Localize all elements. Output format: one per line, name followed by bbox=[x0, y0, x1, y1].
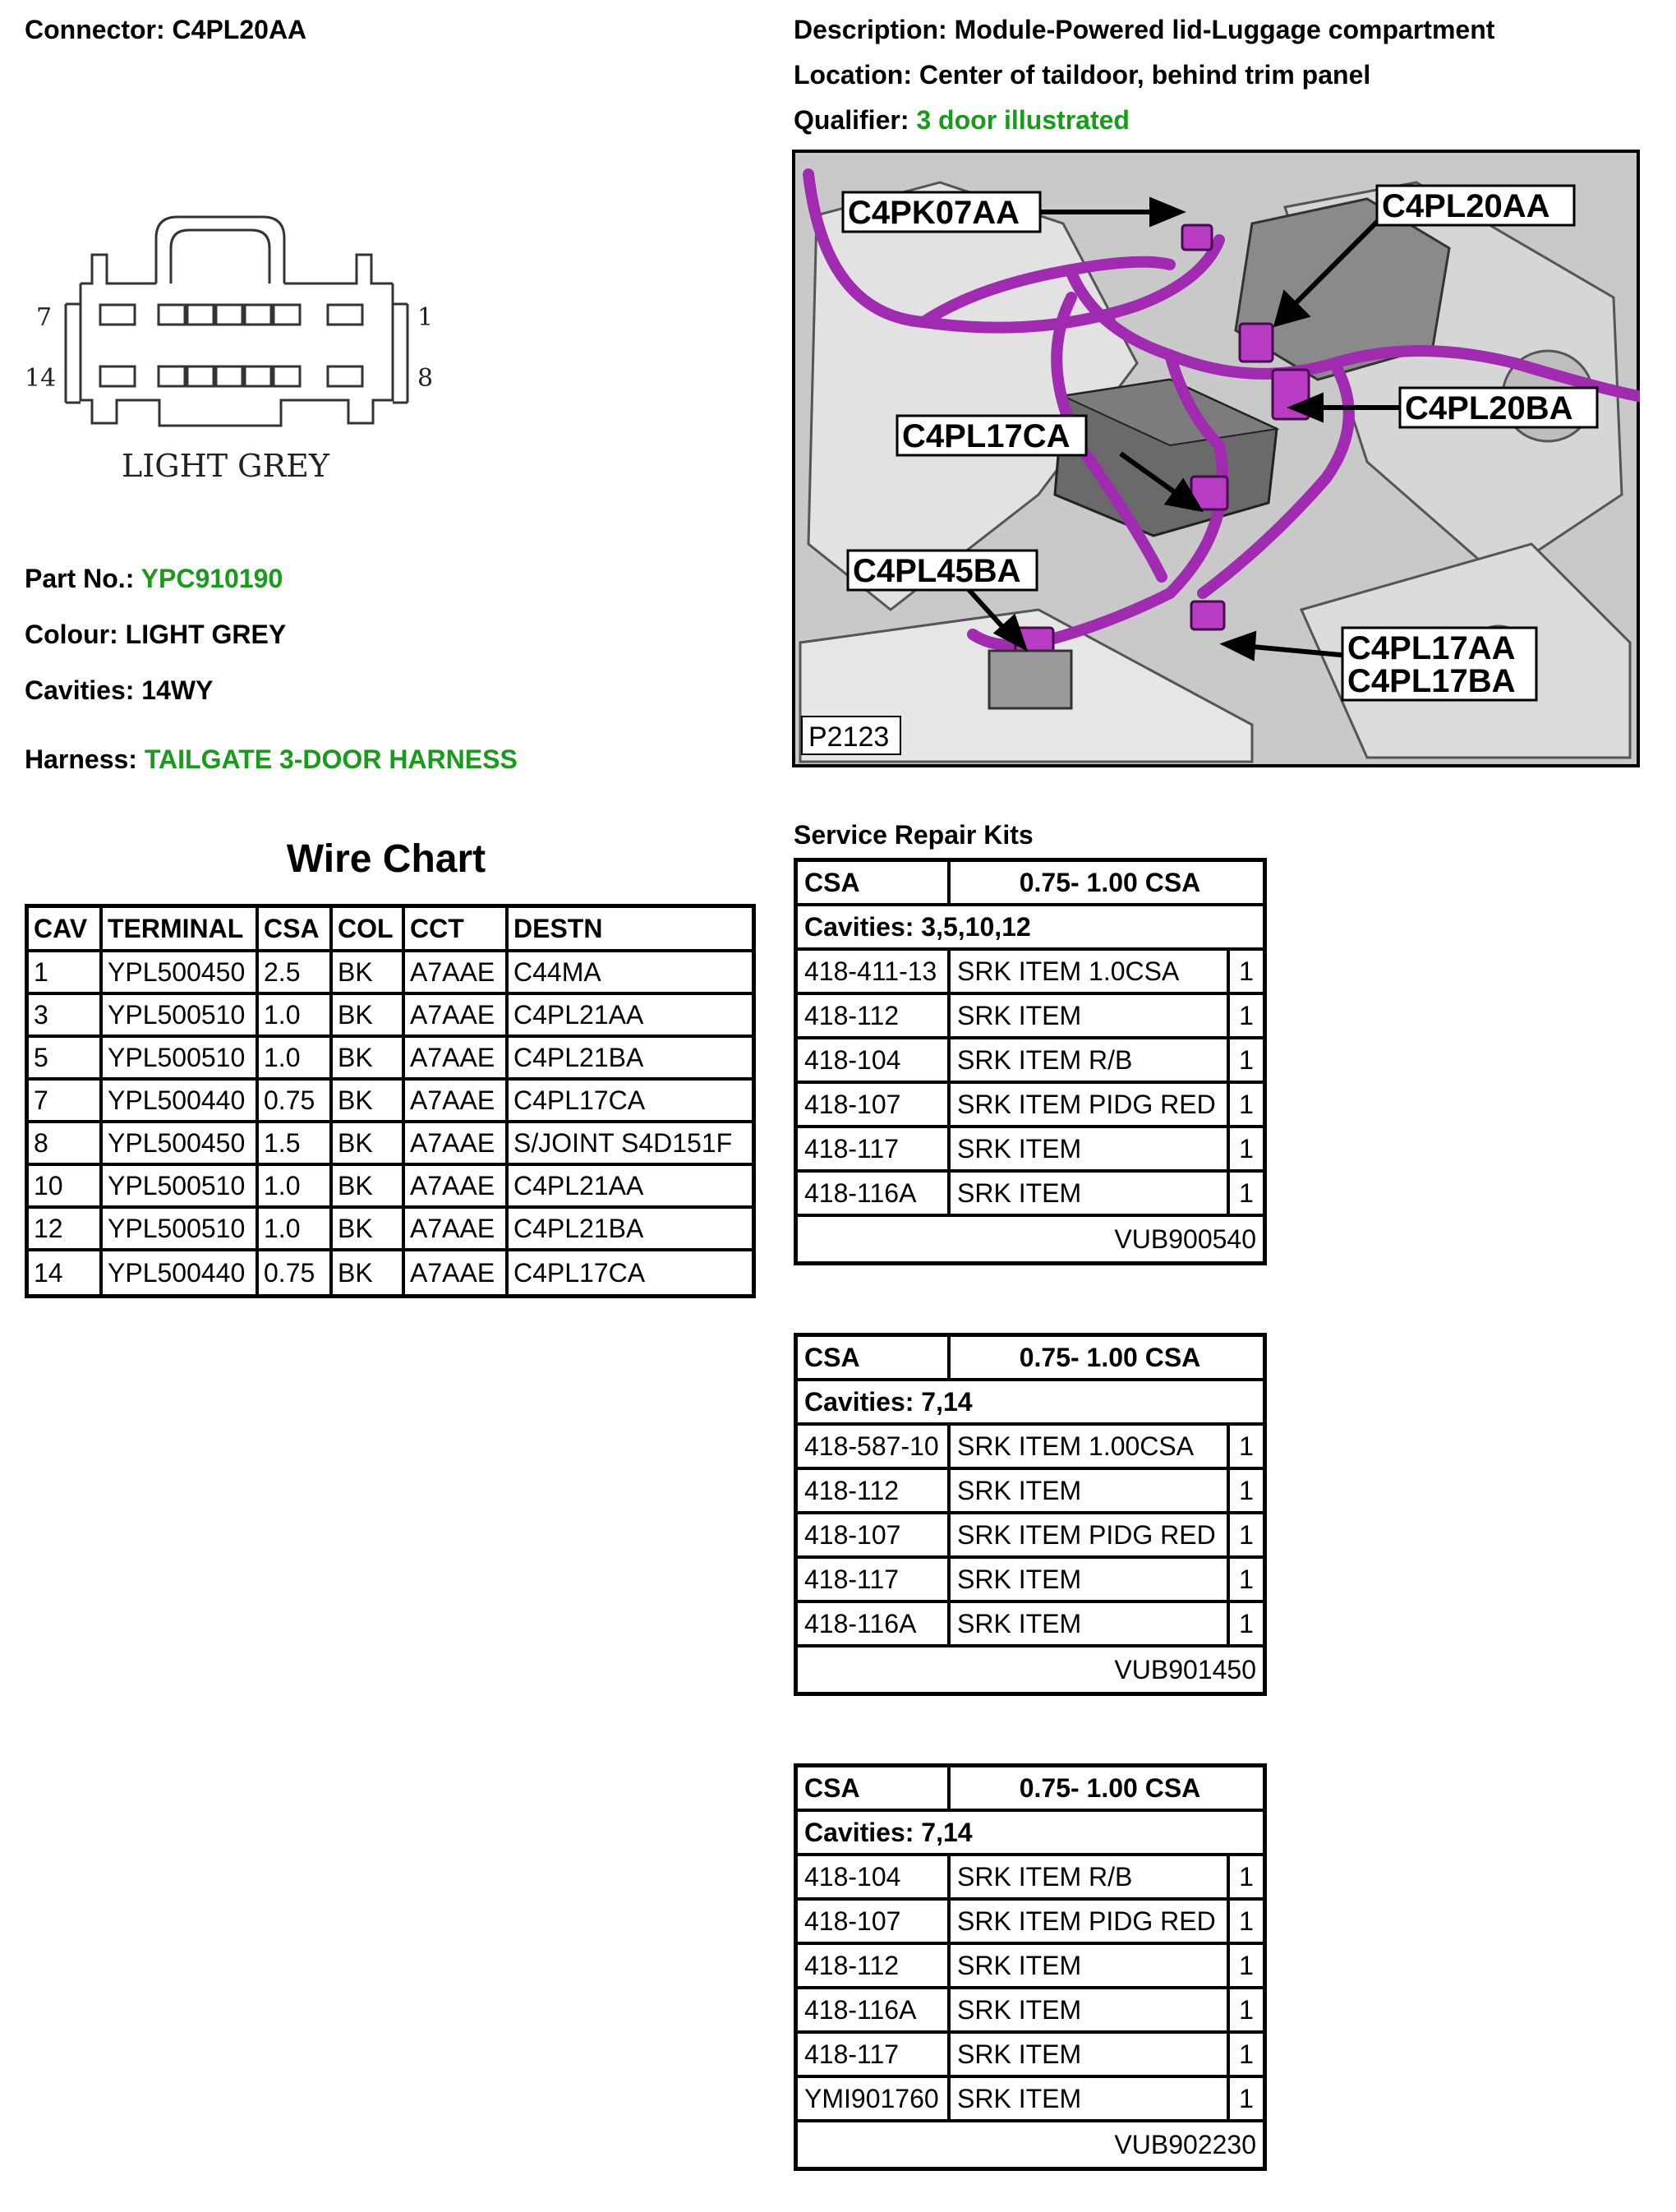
cell-destn: C4PL21BA bbox=[509, 1209, 752, 1251]
srk-item-row bbox=[798, 1945, 1263, 1989]
srk-kit-table bbox=[794, 1333, 1267, 1696]
srk-csa-label: CSA bbox=[798, 1337, 951, 1378]
srk-item-qty: 1 bbox=[1239, 1861, 1254, 1892]
srk-item-qty: 1 bbox=[1239, 1089, 1254, 1119]
cell-col: BK bbox=[333, 1251, 405, 1294]
srk-kit-code: VUB901450 bbox=[1114, 1654, 1256, 1684]
callout-c4pl20ba: C4PL20BA bbox=[1405, 390, 1573, 426]
srk-csa-label: CSA bbox=[798, 862, 951, 903]
cell-cav: 3 bbox=[29, 995, 103, 1038]
cell-cav: 1 bbox=[29, 952, 103, 995]
cell-terminal: YPL500510 bbox=[103, 1209, 259, 1251]
cell-terminal: YPL500440 bbox=[103, 1251, 259, 1294]
srk-item-qty: 1 bbox=[1239, 1044, 1254, 1075]
srk-part-number: 418-411-13 bbox=[798, 951, 951, 992]
srk-item-qty: 1 bbox=[1239, 1994, 1254, 2025]
cell-destn: C4PL21AA bbox=[509, 995, 752, 1038]
srk-item-description: SRK ITEM bbox=[951, 1945, 1230, 1986]
srk-kit-code: VUB900540 bbox=[1114, 1224, 1256, 1254]
srk-csa-value: 0.75- 1.00 CSA bbox=[1019, 1342, 1201, 1372]
srk-item-description: SRK ITEM bbox=[951, 995, 1230, 1036]
cell-destn: C4PL21BA bbox=[509, 1038, 752, 1081]
qualifier-line bbox=[794, 104, 1130, 136]
cavities-line bbox=[25, 674, 213, 707]
srk-item-row bbox=[798, 2034, 1263, 2078]
table-row bbox=[29, 952, 752, 995]
cell-cct: A7AAE bbox=[405, 952, 509, 995]
wire-chart-title: Wire Chart bbox=[286, 837, 486, 881]
cell-csa: 0.75 bbox=[259, 1081, 333, 1123]
srk-item-description: SRK ITEM 1.00CSA bbox=[951, 1426, 1230, 1467]
cell-cav: 8 bbox=[29, 1123, 103, 1166]
srk-item-qty: 1 bbox=[1239, 1133, 1254, 1164]
srk-item-description: SRK ITEM bbox=[951, 1470, 1230, 1511]
location-line bbox=[794, 58, 1370, 91]
srk-item-qty: 1 bbox=[1239, 956, 1254, 986]
srk-csa-value: 0.75- 1.00 CSA bbox=[1019, 867, 1201, 897]
wire-chart-table bbox=[25, 904, 756, 1298]
cell-cav: 12 bbox=[29, 1209, 103, 1251]
cell-csa: 1.0 bbox=[259, 995, 333, 1038]
callout-c4pl17ca: C4PL17CA bbox=[902, 418, 1071, 454]
col-header-cav: CAV bbox=[29, 908, 103, 952]
srk-item-row bbox=[798, 1470, 1263, 1514]
col-header-col: COL bbox=[333, 908, 405, 952]
srk-kit-table bbox=[794, 1763, 1267, 2171]
cell-terminal: YPL500510 bbox=[103, 1166, 259, 1209]
srk-item-qty: 1 bbox=[1239, 1519, 1254, 1550]
qualifier-label: Qualifier: bbox=[794, 105, 909, 135]
cell-destn: C4PL17CA bbox=[513, 1257, 646, 1288]
srk-part-number: 418-104 bbox=[798, 1856, 951, 1897]
cell-terminal: YPL500450 bbox=[103, 952, 259, 995]
srk-csa-value: 0.75- 1.00 CSA bbox=[1019, 1772, 1201, 1803]
srk-item-description: SRK ITEM bbox=[951, 1989, 1230, 2030]
cell-cav: 7 bbox=[29, 1081, 103, 1123]
srk-item-description: SRK ITEM R/B bbox=[951, 1856, 1230, 1897]
col-header-cct: CCT bbox=[405, 908, 509, 952]
srk-cavities-row bbox=[798, 1381, 1263, 1426]
table-row bbox=[29, 1251, 752, 1294]
srk-item-qty: 1 bbox=[1239, 1950, 1254, 1980]
srk-item-row bbox=[798, 1559, 1263, 1603]
cell-col: BK bbox=[333, 1209, 405, 1251]
srk-item-row bbox=[798, 1084, 1263, 1128]
srk-item-description: SRK ITEM PIDG RED bbox=[951, 1901, 1230, 1942]
cell-cct: A7AAE bbox=[405, 1209, 509, 1251]
cell-csa: 1.5 bbox=[259, 1123, 333, 1166]
srk-cavities: Cavities: 7,14 bbox=[804, 1817, 973, 1847]
srk-cavities-row bbox=[798, 906, 1263, 951]
srk-item-row bbox=[798, 1173, 1263, 1217]
srk-item-description: SRK ITEM PIDG RED bbox=[951, 1084, 1230, 1125]
srk-part-number: 418-117 bbox=[798, 2034, 951, 2075]
srk-kit-table bbox=[794, 858, 1267, 1265]
srk-part-number: 418-107 bbox=[798, 1514, 951, 1555]
srk-item-qty: 1 bbox=[1239, 2083, 1254, 2113]
srk-title: Service Repair Kits bbox=[794, 820, 1034, 850]
pin-label-bottom-right: 8 bbox=[417, 364, 434, 393]
colour-line bbox=[25, 618, 286, 651]
description-line bbox=[794, 13, 1494, 46]
srk-part-number: 418-107 bbox=[798, 1084, 951, 1125]
cell-csa: 2.5 bbox=[259, 952, 333, 995]
srk-part-number: 418-116A bbox=[798, 1603, 951, 1644]
figure-id: P2123 bbox=[808, 721, 890, 753]
pin-label-top-right: 1 bbox=[417, 303, 434, 332]
harness-value: TAILGATE 3-DOOR HARNESS bbox=[144, 744, 518, 774]
col-header-csa: CSA bbox=[259, 908, 333, 952]
cell-col: BK bbox=[333, 1123, 405, 1166]
part-no-value: YPC910190 bbox=[140, 564, 283, 593]
cell-csa: 1.0 bbox=[259, 1038, 333, 1081]
srk-cavities-row bbox=[798, 1812, 1263, 1856]
srk-item-row bbox=[798, 2078, 1263, 2122]
cell-col: BK bbox=[333, 1038, 405, 1081]
connector-face-diagram bbox=[25, 205, 452, 493]
table-row bbox=[29, 1038, 752, 1081]
srk-item-description: SRK ITEM PIDG RED bbox=[951, 1514, 1230, 1555]
srk-part-number: YMI901760 bbox=[798, 2078, 951, 2119]
cavities-value: 14WY bbox=[141, 675, 214, 705]
col-header-terminal: TERMINAL bbox=[103, 908, 259, 952]
part-no-label: Part No.: bbox=[25, 564, 135, 593]
srk-item-description: SRK ITEM 1.0CSA bbox=[951, 951, 1230, 992]
srk-kit-code-row bbox=[798, 1647, 1263, 1692]
srk-csa-row bbox=[798, 862, 1263, 906]
srk-part-number: 418-107 bbox=[798, 1901, 951, 1942]
srk-item-description: SRK ITEM bbox=[951, 2034, 1230, 2075]
cell-col: BK bbox=[333, 1081, 405, 1123]
srk-csa-row bbox=[798, 1337, 1263, 1381]
srk-part-number: 418-112 bbox=[798, 1945, 951, 1986]
col-header-destn: DESTN bbox=[509, 908, 752, 952]
callout-c4pk07aa: C4PK07AA bbox=[848, 195, 1020, 231]
srk-item-description: SRK ITEM bbox=[951, 1173, 1230, 1214]
srk-item-row bbox=[798, 1128, 1263, 1173]
srk-item-qty: 1 bbox=[1239, 1475, 1254, 1505]
table-row bbox=[29, 1209, 752, 1251]
srk-item-description: SRK ITEM bbox=[951, 1128, 1230, 1169]
cell-destn: C44MA bbox=[509, 952, 752, 995]
srk-item-row bbox=[798, 1039, 1263, 1084]
location-value: Center of taildoor, behind trim panel bbox=[919, 60, 1371, 90]
srk-item-row bbox=[798, 1901, 1263, 1945]
cell-terminal: YPL500450 bbox=[103, 1123, 259, 1166]
pin-label-top-left: 7 bbox=[36, 303, 53, 332]
srk-item-qty: 1 bbox=[1239, 1000, 1254, 1030]
srk-item-row bbox=[798, 1856, 1263, 1901]
cell-cav: 5 bbox=[29, 1038, 103, 1081]
qualifier-value: 3 door illustrated bbox=[916, 105, 1130, 135]
srk-kit-code: VUB902230 bbox=[1114, 2129, 1256, 2159]
cell-cct: A7AAE bbox=[405, 1038, 509, 1081]
srk-item-qty: 1 bbox=[1239, 1564, 1254, 1594]
colour-value: LIGHT GREY bbox=[125, 620, 287, 649]
cell-terminal: YPL500510 bbox=[103, 995, 259, 1038]
description-value: Module-Powered lid-Luggage compartment bbox=[954, 15, 1495, 44]
cell-terminal: YPL500510 bbox=[103, 1038, 259, 1081]
cell-destn: S/JOINT S4D151F bbox=[509, 1123, 752, 1166]
srk-part-number: 418-116A bbox=[798, 1989, 951, 2030]
srk-item-row bbox=[798, 995, 1263, 1039]
cell-terminal: YPL500440 bbox=[103, 1081, 259, 1123]
srk-item-description: SRK ITEM bbox=[951, 2078, 1230, 2119]
connector-location-photo bbox=[792, 150, 1640, 767]
cell-csa: 1.0 bbox=[259, 1166, 333, 1209]
srk-item-description: SRK ITEM bbox=[951, 1603, 1230, 1644]
srk-item-row bbox=[798, 951, 1263, 995]
connector-line bbox=[25, 13, 306, 46]
srk-part-number: 418-112 bbox=[798, 995, 951, 1036]
srk-part-number: 418-117 bbox=[798, 1128, 951, 1169]
srk-item-qty: 1 bbox=[1239, 2039, 1254, 2069]
table-row bbox=[29, 1166, 752, 1209]
srk-item-row bbox=[798, 1603, 1263, 1647]
table-row bbox=[29, 1123, 752, 1166]
srk-part-number: 418-587-10 bbox=[798, 1426, 951, 1467]
srk-kit-code-row bbox=[798, 1217, 1263, 1261]
cell-col: BK bbox=[333, 1166, 405, 1209]
srk-part-number: 418-116A bbox=[798, 1173, 951, 1214]
srk-item-description: SRK ITEM R/B bbox=[951, 1039, 1230, 1081]
harness-label: Harness: bbox=[25, 744, 137, 774]
srk-cavities: Cavities: 3,5,10,12 bbox=[804, 911, 1031, 942]
cell-cav: 10 bbox=[29, 1166, 103, 1209]
cell-cct: A7AAE bbox=[405, 1081, 509, 1123]
harness-line bbox=[25, 743, 518, 776]
cavity-grid bbox=[100, 305, 362, 386]
description-label: Description: bbox=[794, 15, 947, 44]
cell-csa: 0.75 bbox=[259, 1251, 333, 1294]
colour-label: Colour: bbox=[25, 620, 118, 649]
srk-item-qty: 1 bbox=[1239, 1431, 1254, 1461]
cell-cct: A7AAE bbox=[405, 995, 509, 1038]
srk-item-qty: 1 bbox=[1239, 1906, 1254, 1936]
callout-c4pl20aa: C4PL20AA bbox=[1382, 188, 1550, 224]
srk-part-number: 418-117 bbox=[798, 1559, 951, 1600]
connector-value: C4PL20AA bbox=[172, 15, 307, 44]
srk-item-qty: 1 bbox=[1239, 1608, 1254, 1638]
cell-cav: 14 bbox=[29, 1251, 103, 1294]
cell-destn: C4PL17CA bbox=[509, 1081, 752, 1123]
pin-label-bottom-left: 14 bbox=[25, 364, 57, 393]
srk-item-qty: 1 bbox=[1239, 1177, 1254, 1208]
cell-cct: A7AAE bbox=[405, 1123, 509, 1166]
srk-item-description: SRK ITEM bbox=[951, 1559, 1230, 1600]
srk-part-number: 418-104 bbox=[798, 1039, 951, 1081]
srk-csa-row bbox=[798, 1767, 1263, 1812]
table-row bbox=[29, 995, 752, 1038]
cell-cct: A7AAE bbox=[405, 1166, 509, 1209]
wire-chart-header-row bbox=[29, 908, 752, 952]
connector-label: Connector: bbox=[25, 15, 165, 44]
srk-part-number: 418-112 bbox=[798, 1470, 951, 1511]
part-no-line bbox=[25, 562, 283, 595]
srk-item-row bbox=[798, 1514, 1263, 1559]
location-label: Location: bbox=[794, 60, 912, 90]
srk-item-row bbox=[798, 1426, 1263, 1470]
callout-c4pl45ba: C4PL45BA bbox=[853, 553, 1021, 589]
srk-cavities: Cavities: 7,14 bbox=[804, 1386, 973, 1417]
table-row bbox=[29, 1081, 752, 1123]
cell-destn: C4PL21AA bbox=[509, 1166, 752, 1209]
callout-c4pl17ba: C4PL17BA bbox=[1347, 663, 1516, 699]
cell-csa: 1.0 bbox=[259, 1209, 333, 1251]
callout-c4pl17aa: C4PL17AA bbox=[1347, 630, 1516, 666]
srk-kit-code-row bbox=[798, 2122, 1263, 2167]
diagram-colour-caption: LIGHT GREY bbox=[122, 448, 329, 484]
cell-cct: A7AAE bbox=[405, 1251, 509, 1294]
srk-item-row bbox=[798, 1989, 1263, 2034]
cell-col: BK bbox=[333, 952, 405, 995]
cavities-label: Cavities: bbox=[25, 675, 135, 705]
srk-csa-label: CSA bbox=[798, 1767, 951, 1809]
cell-col: BK bbox=[333, 995, 405, 1038]
